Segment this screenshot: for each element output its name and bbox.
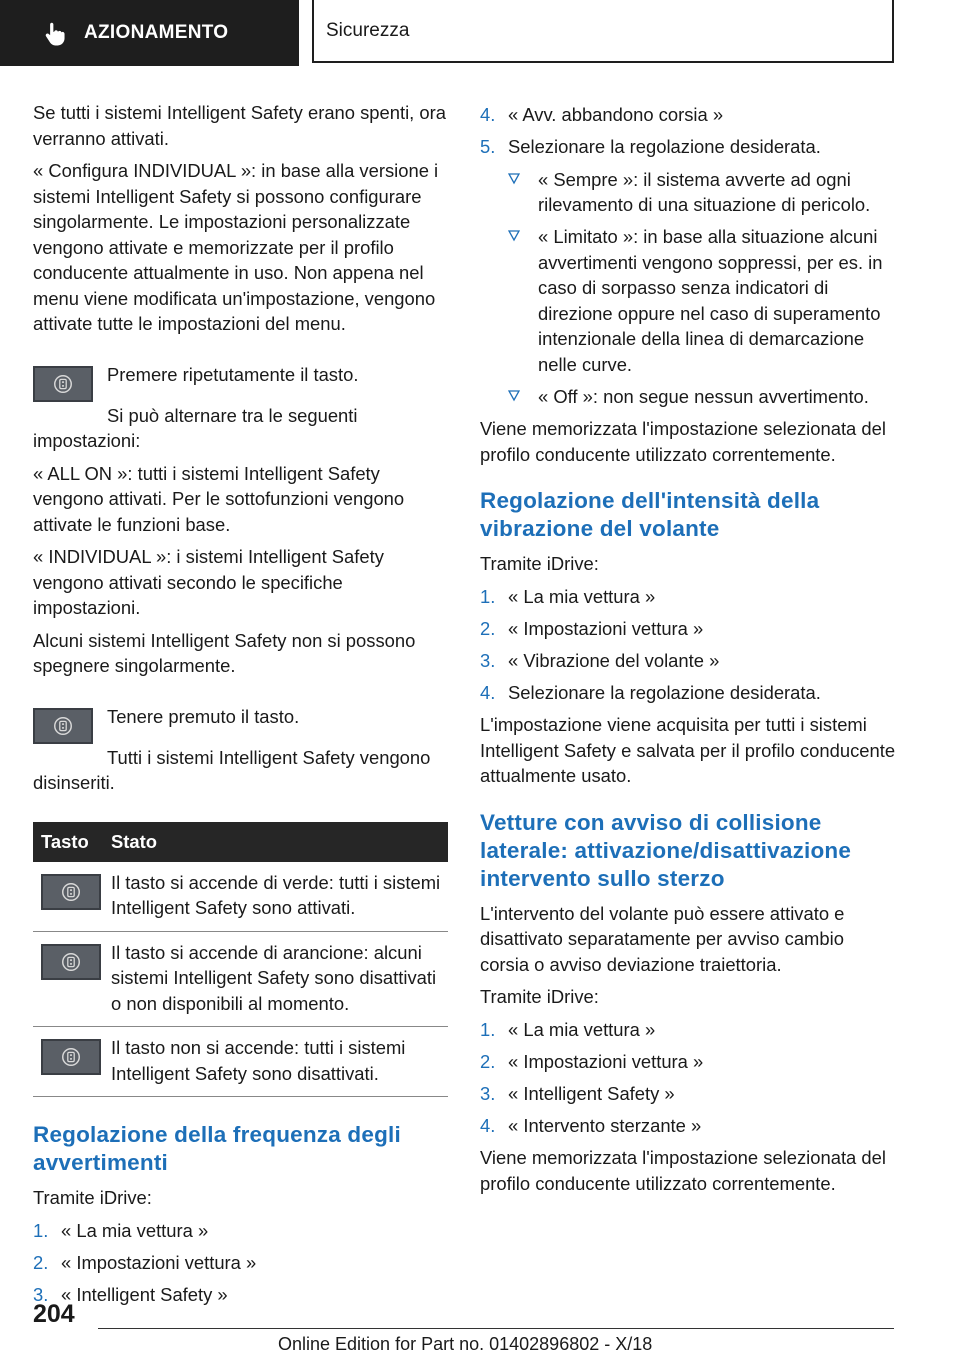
paragraph: « Configura INDIVIDUAL »: in base alla versione i sistemi Intelligent Safety si possono configurare singolarmente. Le impostazioni personalizzate vengono attivate e memorizzate per il profilo conducente attualmente in uso. Non appena nel menu viene modificata un'impostazione, vengono attivate tutte le impostazioni del menu.: [33, 160, 439, 334]
table-header-key: Tasto: [33, 822, 111, 862]
paragraph: Viene memorizzata l'impostazione selezionata del profilo conducente utilizzato correntemente.: [480, 418, 886, 465]
list-item: 5. Selezionare la regolazione desiderata.: [480, 136, 821, 157]
intelligent-safety-icon: [52, 715, 74, 737]
intelligent-safety-button: [41, 874, 101, 910]
page-number: 204: [33, 1300, 75, 1328]
list-item: 3. « Intelligent Safety »: [480, 1082, 675, 1104]
paragraph: Viene memorizzata l'impostazione selezionata del profilo conducente utilizzato correntemente.: [480, 1147, 886, 1194]
section-heading: Vetture con avviso di collisione laterale: attivazione/disattivazione intervento sullo sterzo: [480, 809, 852, 891]
paragraph: Si può alternare tra le seguenti impostazioni:: [33, 404, 358, 451]
list-item: 4. « Intervento sterzante »: [480, 1114, 702, 1136]
list-item: 4. Selezionare la regolazione desiderata.: [480, 681, 821, 703]
table-row: [33, 1027, 448, 1097]
left-column: [33, 100, 448, 1314]
section-tab: [312, 0, 894, 63]
list-item: « Off »: non segue nessun avvertimento.: [480, 384, 898, 410]
edition-note: Online Edition for Part no. 01402896802 - X/18: [278, 1334, 653, 1354]
paragraph: Alcuni sistemi Intelligent Safety non si possono spegnere singolarmente.: [33, 629, 416, 676]
intelligent-safety-button: [41, 1039, 101, 1075]
paragraph: Tramite iDrive:: [480, 986, 599, 1007]
intelligent-safety-icon: [60, 881, 82, 903]
paragraph: Tramite iDrive:: [33, 1187, 152, 1208]
chapter-tab: [0, 0, 299, 66]
hand-pointer-icon: [42, 20, 68, 46]
intelligent-safety-icon: [52, 373, 74, 395]
triangle-bullet-icon: [508, 230, 520, 242]
section-heading: Regolazione della frequenza degli avvertimenti: [33, 1122, 401, 1175]
table-row: [33, 931, 448, 1027]
steps-list: [480, 102, 898, 160]
footer-divider: [98, 1328, 894, 1329]
right-column: [480, 102, 898, 1203]
table-cell-state: Il tasto si accende di arancione: alcuni sistemi Intelligent Safety sono disattivati o non disponibili al momento.: [111, 931, 448, 1027]
list-item: 3. « Vibrazione del volante »: [480, 649, 720, 671]
steps-list: [480, 1017, 898, 1139]
paragraph: « ALL ON »: tutti i sistemi Intelligent Safety vengono attivati. Per le sottofunzioni vengono attivate le funzioni base.: [33, 462, 405, 535]
triangle-bullet-icon: [508, 390, 520, 402]
table-cell-state: Il tasto si accende di verde: tutti i sistemi Intelligent Safety sono attivati.: [111, 862, 448, 932]
paragraph: Se tutti i sistemi Intelligent Safety erano spenti, ora verranno attivati.: [33, 102, 446, 149]
list-item: 4. « Avv. abbandono corsia »: [480, 104, 724, 125]
steps-list: [480, 584, 898, 706]
intelligent-safety-icon: [60, 1046, 82, 1068]
paragraph: « INDIVIDUAL »: i sistemi Intelligent Safety vengono attivati secondo le specifiche impostazioni.: [33, 546, 384, 618]
table-cell-state: Il tasto non si accende: tutti i sistemi Intelligent Safety sono disattivati.: [111, 1027, 448, 1097]
list-item: 2. « Impostazioni vettura »: [480, 617, 704, 639]
intelligent-safety-button: [41, 944, 101, 980]
intelligent-safety-button: [33, 708, 93, 744]
paragraph: L'impostazione viene acquisita per tutti i sistemi Intelligent Safety e salvata per il profilo conducente attualmente usato.: [480, 714, 896, 786]
section-heading: Regolazione dell'intensità della vibrazione del volante: [480, 488, 820, 541]
table-row: [33, 862, 448, 932]
list-item: 3. « Intelligent Safety »: [33, 1283, 228, 1305]
table-header-state: Stato: [111, 822, 448, 862]
intelligent-safety-button: [33, 366, 93, 402]
steps-list: [33, 1218, 448, 1308]
key-instruction: [33, 704, 448, 748]
options-list: [480, 167, 898, 410]
chapter-title: AZIONAMENTO: [84, 22, 229, 43]
list-item: « Limitato »: in base alla situazione alcuni avvertimenti vengono soppressi, per es. in caso di sorpasso senza indicatori di direzione oppure nel caso di superamento intenzionale della linea di demarcazione nelle curve.: [480, 224, 898, 377]
key-instruction-text: Tenere premuto il tasto.: [107, 705, 300, 727]
status-table: [33, 822, 448, 1098]
paragraph: L'intervento del volante può essere attivato e disattivato separatamente per avviso cambio corsia o avviso deviazione traiettoria.: [480, 902, 845, 975]
list-item: « Sempre »: il sistema avverte ad ogni rilevamento di una situazione di pericolo.: [480, 167, 898, 218]
key-instruction-text: Premere ripetutamente il tasto.: [107, 363, 359, 385]
section-title: Sicurezza: [326, 19, 410, 41]
intelligent-safety-icon: [60, 951, 82, 973]
list-item: 1. « La mia vettura »: [480, 585, 656, 607]
paragraph: Tutti i sistemi Intelligent Safety vengono disinseriti.: [33, 746, 431, 793]
list-item: 2. « Impostazioni vettura »: [33, 1251, 257, 1273]
triangle-bullet-icon: [508, 173, 520, 185]
key-instruction: [33, 362, 448, 406]
paragraph: Tramite iDrive:: [480, 553, 599, 574]
list-item: 1. « La mia vettura »: [480, 1018, 656, 1040]
list-item: 1. « La mia vettura »: [33, 1219, 209, 1241]
list-item: 2. « Impostazioni vettura »: [480, 1050, 704, 1072]
